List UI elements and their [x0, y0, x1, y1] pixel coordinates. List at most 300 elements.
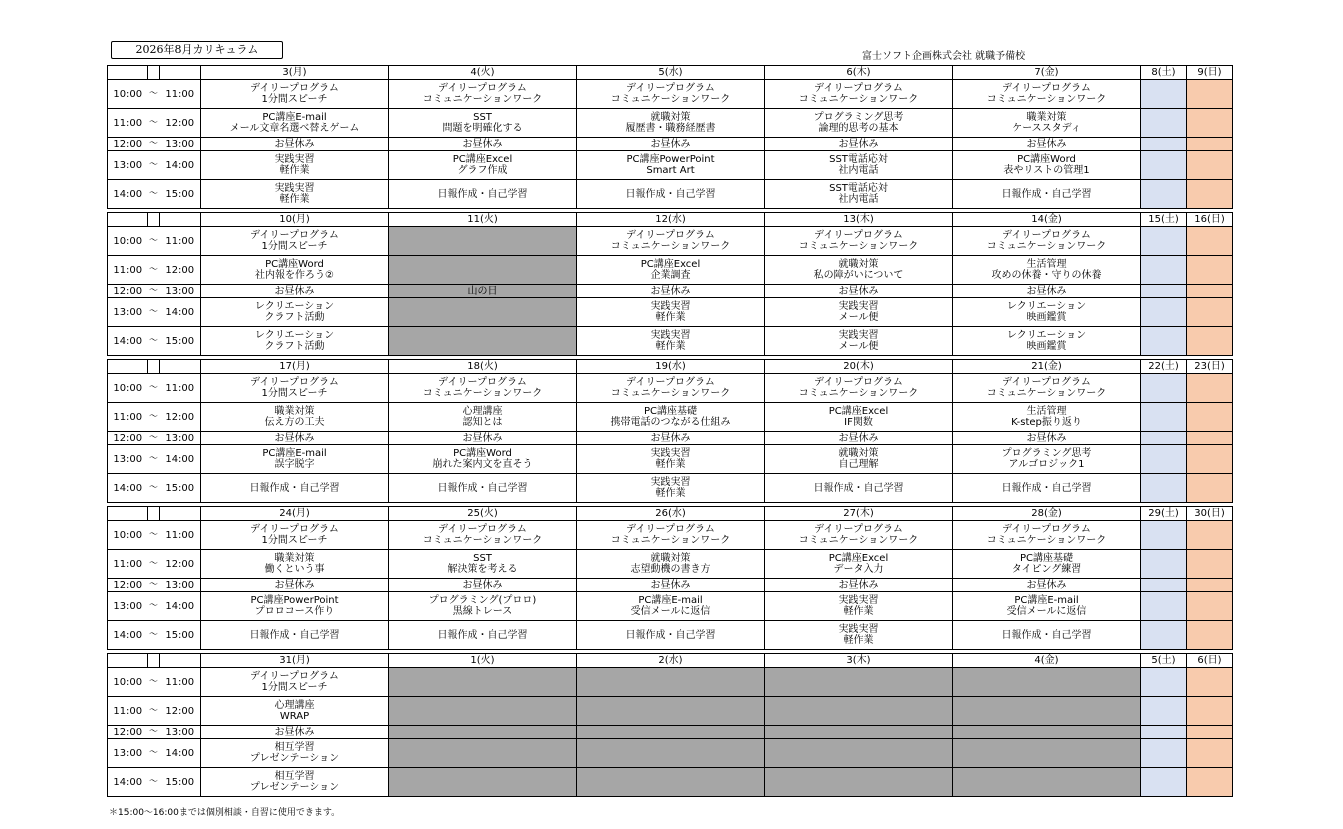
class-subtitle: データ入力: [833, 564, 884, 575]
class-title: 実践実習: [838, 301, 879, 312]
class-title: デイリープログラム: [438, 377, 527, 388]
class-subtitle: コミュニケーションワーク: [798, 535, 919, 546]
class-subtitle: 軽作業: [655, 341, 686, 352]
header-blank-cell: [160, 213, 201, 227]
class-cell: [953, 80, 1141, 109]
day-header: 5(水): [577, 66, 765, 80]
class-title: デイリープログラム: [814, 83, 903, 94]
day-header: 1(火): [389, 654, 577, 668]
schedule-row: [108, 298, 1233, 327]
class-cell: [577, 579, 765, 592]
schedule-row: [108, 403, 1233, 432]
class-cell: [577, 445, 765, 474]
schedule-row: [108, 621, 1233, 650]
slot-end-time: 14:00: [160, 445, 201, 474]
class-subtitle: メール文章名選べ替えゲーム: [229, 123, 360, 134]
class-title: 日報作成・自己学習: [625, 629, 716, 641]
schedule-row: [108, 697, 1233, 726]
class-cell: [765, 550, 953, 579]
class-cell: [953, 109, 1141, 138]
saturday-cell: [1141, 550, 1187, 579]
sunday-cell: [1187, 739, 1233, 768]
saturday-cell: [1141, 432, 1187, 445]
slot-start-time: 12:00: [108, 285, 148, 298]
class-subtitle: 論理的思考の基本: [818, 123, 899, 134]
slot-time-separator: ～: [148, 768, 160, 797]
no-class-cell: [389, 739, 577, 768]
slot-time-separator: ～: [148, 550, 160, 579]
header-blank-cell: [160, 360, 201, 374]
sunday-cell: [1187, 445, 1233, 474]
class-cell: [577, 180, 765, 209]
saturday-header: 15(土): [1141, 213, 1187, 227]
class-title: 実践実習: [838, 624, 879, 635]
slot-start-time: 11:00: [108, 697, 148, 726]
sunday-cell: [1187, 668, 1233, 697]
class-title: PC講座PowerPoint: [250, 595, 339, 606]
no-class-cell: [389, 256, 577, 285]
class-cell: [765, 109, 953, 138]
class-cell: [577, 521, 765, 550]
class-subtitle: コミュニケーションワーク: [798, 241, 919, 252]
class-title: 就職対策: [650, 553, 691, 564]
slot-time-separator: ～: [148, 403, 160, 432]
sunday-cell: [1187, 256, 1233, 285]
slot-start-time: 10:00: [108, 227, 148, 256]
week-header-row: [108, 66, 1233, 80]
day-header: 26(水): [577, 507, 765, 521]
slot-end-time: 15:00: [160, 180, 201, 209]
schedule-row: [108, 739, 1233, 768]
class-cell: [577, 550, 765, 579]
class-subtitle: 軽作業: [655, 488, 686, 499]
class-title: お昼休み: [1026, 138, 1067, 150]
schedule-row: [108, 151, 1233, 180]
class-cell: [765, 180, 953, 209]
class-cell: [201, 726, 389, 739]
class-title: お昼休み: [650, 138, 691, 150]
class-cell: [577, 285, 765, 298]
class-title: 日報作成・自己学習: [249, 482, 340, 494]
class-subtitle: コミュニケーションワーク: [422, 535, 543, 546]
schedule-row: [108, 374, 1233, 403]
class-cell: [577, 474, 765, 503]
class-title: お昼休み: [1026, 285, 1067, 297]
class-title: お昼休み: [1026, 432, 1067, 444]
sunday-header: 30(日): [1187, 507, 1233, 521]
schedule-row: [108, 180, 1233, 209]
schedule-row: [108, 445, 1233, 474]
schedule-row: [108, 138, 1233, 151]
class-title: PC講座PowerPoint: [626, 154, 715, 165]
class-subtitle: 黒線トレース: [452, 606, 513, 617]
header-blank-cell: [148, 213, 160, 227]
slot-end-time: 14:00: [160, 151, 201, 180]
class-subtitle: 1分間スピーチ: [261, 682, 328, 693]
header-blank-cell: [108, 66, 148, 80]
class-cell: [577, 327, 765, 356]
class-cell: [389, 109, 577, 138]
class-subtitle: 私の障がいについて: [813, 270, 904, 281]
slot-end-time: 15:00: [160, 474, 201, 503]
class-title: お昼休み: [838, 579, 879, 591]
slot-start-time: 11:00: [108, 550, 148, 579]
sunday-cell: [1187, 374, 1233, 403]
class-subtitle: プレゼンテーション: [249, 782, 340, 793]
class-title: デイリープログラム: [438, 83, 527, 94]
class-subtitle: アルゴロジック1: [1008, 459, 1085, 470]
class-cell: [765, 298, 953, 327]
day-header: 28(金): [953, 507, 1141, 521]
class-title: お昼休み: [650, 432, 691, 444]
day-header: 6(木): [765, 66, 953, 80]
header-blank-cell: [148, 360, 160, 374]
sunday-cell: [1187, 726, 1233, 739]
slot-start-time: 14:00: [108, 327, 148, 356]
slot-time-separator: ～: [148, 739, 160, 768]
class-cell: [953, 474, 1141, 503]
class-title: お昼休み: [838, 285, 879, 297]
no-class-cell: [765, 739, 953, 768]
no-class-cell: [765, 697, 953, 726]
class-title: PC講座E-mail: [262, 112, 327, 123]
class-cell: [201, 285, 389, 298]
slot-end-time: 12:00: [160, 403, 201, 432]
sunday-cell: [1187, 180, 1233, 209]
slot-time-separator: ～: [148, 726, 158, 737]
saturday-cell: [1141, 285, 1187, 298]
week-header-row: [108, 360, 1233, 374]
saturday-cell: [1141, 621, 1187, 650]
class-title: SST: [473, 553, 492, 564]
class-title: 職業対策: [1026, 112, 1067, 123]
class-subtitle: 軽作業: [655, 312, 686, 323]
header-blank-cell: [148, 66, 160, 80]
class-title: 就職対策: [650, 112, 691, 123]
saturday-cell: [1141, 180, 1187, 209]
class-cell: [953, 403, 1141, 432]
saturday-cell: [1141, 374, 1187, 403]
class-title: 心理講座: [462, 406, 503, 417]
class-title: デイリープログラム: [814, 377, 903, 388]
schedule-row: [108, 227, 1233, 256]
sunday-cell: [1187, 697, 1233, 726]
no-class-cell: [765, 768, 953, 797]
slot-time-separator: ～: [148, 445, 160, 474]
saturday-cell: [1141, 403, 1187, 432]
class-cell: [953, 445, 1141, 474]
header-blank-cell: [108, 213, 148, 227]
class-subtitle: IF関数: [844, 417, 873, 428]
no-class-cell: [953, 726, 1141, 739]
class-cell: [577, 80, 765, 109]
class-subtitle: K-step振り返り: [1011, 417, 1082, 428]
day-header: 21(金): [953, 360, 1141, 374]
class-subtitle: コミュニケーションワーク: [610, 241, 731, 252]
schedule-row: [108, 256, 1233, 285]
sunday-cell: [1187, 621, 1233, 650]
class-cell: [389, 151, 577, 180]
sunday-header: 6(日): [1187, 654, 1233, 668]
class-title: 生活管理: [1026, 406, 1067, 417]
day-header: 4(火): [389, 66, 577, 80]
company-name: 富士ソフト企画株式会社 就職予備校: [862, 51, 1026, 62]
class-title: デイリープログラム: [250, 524, 339, 535]
class-cell: [577, 403, 765, 432]
class-title: デイリープログラム: [814, 524, 903, 535]
slot-time-separator: ～: [148, 579, 158, 590]
class-title: レクリエーション: [1006, 301, 1087, 312]
class-cell: [953, 151, 1141, 180]
day-header: 17(月): [201, 360, 389, 374]
day-header: 2(水): [577, 654, 765, 668]
class-subtitle: WRAP: [279, 711, 310, 722]
class-title: 日報作成・自己学習: [437, 482, 528, 494]
day-header: 3(月): [201, 66, 389, 80]
slot-time-separator: ～: [148, 474, 160, 503]
no-class-cell: [389, 697, 577, 726]
class-cell: [201, 138, 389, 151]
class-subtitle: 受信メールに返信: [630, 606, 711, 617]
sunday-cell: [1187, 768, 1233, 797]
saturday-header: 8(土): [1141, 66, 1187, 80]
class-cell: [765, 256, 953, 285]
slot-end-time: 12:00: [160, 256, 201, 285]
schedule-row: [108, 285, 1233, 298]
class-cell: [389, 579, 577, 592]
class-cell: [577, 227, 765, 256]
class-title: 実践実習: [274, 183, 315, 194]
class-subtitle: 崩れた案内文を直そう: [432, 459, 533, 470]
class-title: お昼休み: [274, 579, 315, 591]
class-title: PC講座Excel: [828, 406, 889, 417]
class-subtitle: ケーススタディ: [1012, 123, 1081, 134]
week-header-row: [108, 654, 1233, 668]
class-cell: [953, 285, 1141, 298]
class-subtitle: コミュニケーションワーク: [798, 388, 919, 399]
slot-time-separator: ～: [148, 80, 160, 109]
saturday-cell: [1141, 521, 1187, 550]
class-cell: [577, 109, 765, 138]
saturday-cell: [1141, 668, 1187, 697]
schedule-row: [108, 592, 1233, 621]
sunday-cell: [1187, 521, 1233, 550]
class-subtitle: 認知とは: [462, 417, 503, 428]
class-cell: [201, 668, 389, 697]
class-title: PC講座Word: [1017, 154, 1076, 165]
class-cell: [765, 151, 953, 180]
header-blank-cell: [148, 654, 160, 668]
class-cell: [201, 550, 389, 579]
holiday-cell: [389, 285, 577, 298]
class-subtitle: コミュニケーションワーク: [986, 94, 1107, 105]
class-cell: [765, 592, 953, 621]
slot-time-separator: ～: [148, 285, 158, 296]
day-header: 24(月): [201, 507, 389, 521]
curriculum-title: 2026年8月カリキュラム: [111, 41, 283, 59]
class-title: PC講座基礎: [643, 406, 697, 417]
saturday-cell: [1141, 445, 1187, 474]
class-title: デイリープログラム: [250, 377, 339, 388]
slot-start-time: 14:00: [108, 180, 148, 209]
class-title: SST: [473, 112, 492, 123]
class-title: デイリープログラム: [626, 230, 715, 241]
day-header: 18(火): [389, 360, 577, 374]
class-subtitle: クラフト活動: [264, 312, 325, 323]
class-cell: [201, 592, 389, 621]
day-header: 19(水): [577, 360, 765, 374]
sunday-cell: [1187, 227, 1233, 256]
day-header: 12(水): [577, 213, 765, 227]
class-title: 日報作成・自己学習: [1001, 482, 1092, 494]
day-header: 27(木): [765, 507, 953, 521]
schedule-row: [108, 521, 1233, 550]
no-class-cell: [577, 726, 765, 739]
header-blank-cell: [160, 654, 201, 668]
class-title: 日報作成・自己学習: [437, 629, 528, 641]
class-cell: [389, 138, 577, 151]
sunday-cell: [1187, 550, 1233, 579]
slot-time-separator: ～: [148, 668, 160, 697]
class-subtitle: 伝え方の工夫: [264, 417, 325, 428]
class-cell: [201, 256, 389, 285]
slot-start-time: 10:00: [108, 521, 148, 550]
slot-time-separator: ～: [148, 374, 160, 403]
class-subtitle: タイピング練習: [1011, 564, 1082, 575]
slot-end-time: 15:00: [160, 327, 201, 356]
sunday-cell: [1187, 298, 1233, 327]
slot-end-time: 12:00: [160, 550, 201, 579]
class-cell: [953, 592, 1141, 621]
slot-time-separator: ～: [148, 432, 158, 443]
class-subtitle: 1分間スピーチ: [261, 535, 328, 546]
slot-start-time: 11:00: [108, 403, 148, 432]
saturday-cell: [1141, 138, 1187, 151]
no-class-cell: [953, 739, 1141, 768]
class-cell: [201, 327, 389, 356]
schedule-row: [108, 327, 1233, 356]
slot-end-time: 15:00: [160, 621, 201, 650]
class-title: お昼休み: [1026, 579, 1067, 591]
class-subtitle: 1分間スピーチ: [261, 94, 328, 105]
class-cell: [577, 138, 765, 151]
class-title: デイリープログラム: [1002, 377, 1091, 388]
class-title: デイリープログラム: [814, 230, 903, 241]
sunday-header: 23(日): [1187, 360, 1233, 374]
class-title: 日報作成・自己学習: [437, 188, 528, 200]
class-cell: [389, 403, 577, 432]
class-cell: [389, 374, 577, 403]
slot-start-time: 11:00: [108, 256, 148, 285]
sunday-cell: [1187, 474, 1233, 503]
slot-time-separator: ～: [148, 151, 160, 180]
no-class-cell: [577, 668, 765, 697]
class-cell: [389, 592, 577, 621]
class-cell: [953, 298, 1141, 327]
sunday-cell: [1187, 285, 1233, 298]
saturday-header: 5(土): [1141, 654, 1187, 668]
class-title: 実践実習: [650, 330, 691, 341]
class-cell: [201, 474, 389, 503]
slot-end-time: 14:00: [160, 298, 201, 327]
class-title: 日報作成・自己学習: [625, 188, 716, 200]
slot-end-time: 12:00: [160, 697, 201, 726]
header-blank-cell: [108, 654, 148, 668]
curriculum-table: [107, 65, 1233, 797]
slot-time-separator: ～: [148, 298, 160, 327]
class-subtitle: 社内報を作ろう②: [255, 270, 334, 281]
class-subtitle: 軽作業: [279, 165, 310, 176]
class-cell: [577, 374, 765, 403]
slot-time-separator: ～: [148, 227, 160, 256]
slot-start-time: 10:00: [108, 374, 148, 403]
slot-end-time: 11:00: [160, 80, 201, 109]
week-header-row: [108, 213, 1233, 227]
saturday-cell: [1141, 327, 1187, 356]
saturday-cell: [1141, 80, 1187, 109]
header-blank-cell: [160, 507, 201, 521]
class-cell: [201, 227, 389, 256]
sunday-cell: [1187, 592, 1233, 621]
saturday-cell: [1141, 151, 1187, 180]
slot-start-time: 14:00: [108, 621, 148, 650]
class-subtitle: Smart Art: [646, 165, 695, 176]
class-title: PC講座Word: [453, 448, 512, 459]
class-subtitle: コミュニケーションワーク: [798, 94, 919, 105]
slot-end-time: 13:00: [160, 138, 201, 151]
slot-end-time: 13:00: [160, 432, 201, 445]
class-cell: [953, 550, 1141, 579]
class-cell: [953, 138, 1141, 151]
slot-start-time: 10:00: [108, 668, 148, 697]
class-subtitle: 働くという事: [264, 564, 325, 575]
class-subtitle: クラフト活動: [264, 341, 325, 352]
class-subtitle: 軽作業: [279, 194, 310, 205]
class-subtitle: 受信メールに返信: [1006, 606, 1087, 617]
class-title: デイリープログラム: [626, 524, 715, 535]
class-cell: [389, 445, 577, 474]
header-blank-cell: [160, 66, 201, 80]
class-title: PC講座Word: [265, 259, 324, 270]
schedule-row: [108, 432, 1233, 445]
class-title: お昼休み: [462, 138, 503, 150]
class-cell: [201, 697, 389, 726]
class-title: デイリープログラム: [626, 377, 715, 388]
slot-start-time: 12:00: [108, 432, 148, 445]
class-subtitle: 自己理解: [838, 459, 879, 470]
saturday-cell: [1141, 298, 1187, 327]
class-subtitle: 携帯電話のつながる仕組み: [610, 417, 731, 428]
class-subtitle: コミュニケーションワーク: [610, 535, 731, 546]
class-subtitle: 誤字脱字: [274, 459, 315, 470]
class-subtitle: グラフ作成: [457, 165, 508, 176]
class-cell: [201, 180, 389, 209]
slot-start-time: 12:00: [108, 138, 148, 151]
class-title: 就職対策: [838, 448, 879, 459]
saturday-header: 29(土): [1141, 507, 1187, 521]
day-header: 11(火): [389, 213, 577, 227]
week-header-row: [108, 507, 1233, 521]
class-title: 職業対策: [274, 406, 315, 417]
class-title: 実践実習: [274, 154, 315, 165]
slot-start-time: 14:00: [108, 768, 148, 797]
class-subtitle: 映画鑑賞: [1026, 312, 1067, 323]
class-cell: [201, 768, 389, 797]
saturday-cell: [1141, 256, 1187, 285]
class-title: レクリエーション: [1006, 330, 1087, 341]
slot-start-time: 13:00: [108, 298, 148, 327]
class-title: 実践実習: [650, 477, 691, 488]
